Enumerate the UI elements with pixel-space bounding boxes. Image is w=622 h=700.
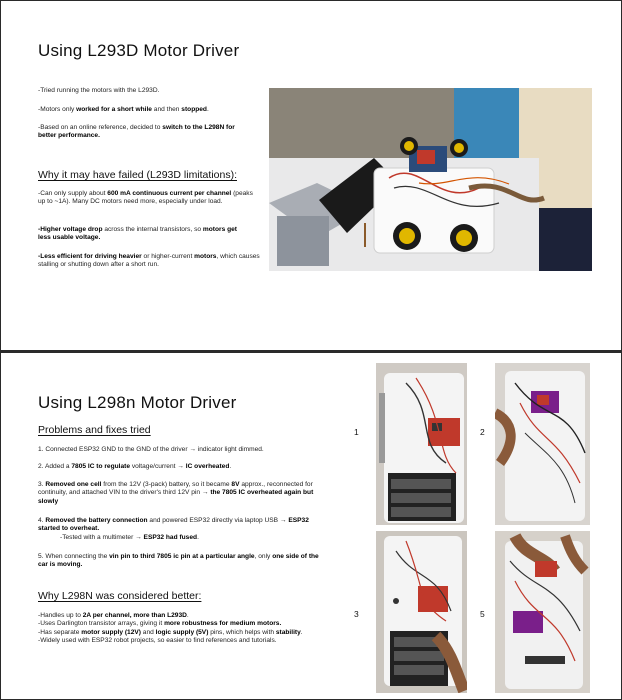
photo-label-3: 3: [354, 609, 359, 619]
step-text: 3. Removed one cell from the 12V (3-pack) battery, so it became 8V approx., reconnected for continuity, and attached VIN to the driver's third 12V pin → the 7805 IC overheated again but slowly: [38, 481, 314, 505]
bullet-text: -Motors only worked for a short while and then stopped.: [38, 106, 209, 113]
limitation-text: -Higher voltage drop across the internal transistors, so motors get less usable voltage.: [38, 226, 237, 242]
reason-text: -Handles up to 2A per channel, more than L293D. -Uses Darlington transistor arrays, giving it more robustness for medium motors. -Has separate motor supply (12V) and logic supply (5V) pins, which helps with stability. -Widely used with ESP32 robot projects, so easier to find references and tutorials.: [38, 612, 303, 645]
slide-l293d: [1, 1, 621, 350]
limitation-text: -Less efficient for driving heavier or higher-current motors, which causes stalling or shutting down after a short run.: [38, 253, 260, 269]
section-subtitle: Why it may have failed (L293D limitations):: [38, 169, 237, 181]
photo-label-1: 1: [354, 427, 359, 437]
wiring-photo-2: [495, 363, 590, 525]
wiring-photo-5: [495, 531, 590, 693]
section-subtitle: Why L298N was considered better:: [38, 590, 202, 602]
photo-label-2: 2: [480, 427, 485, 437]
robot-car-photo: [269, 88, 592, 271]
slide-title: Using L293D Motor Driver: [38, 41, 240, 60]
slide-title: Using L298n Motor Driver: [38, 393, 237, 412]
step-text: 5. When connecting the vin pin to third 7805 ic pin at a particular angle, only one side of the car is moving.: [38, 553, 319, 569]
photo-label-5: 5: [480, 609, 485, 619]
section-subtitle: Problems and fixes tried: [38, 424, 151, 436]
wiring-photo-1: [376, 363, 467, 525]
step-text: 2. Added a 7805 IC to regulate voltage/current → IC overheated.: [38, 463, 232, 470]
wiring-photo-3: [376, 531, 467, 693]
limitation-text: -Can only supply about 600 mA continuous current per channel (peaks up to ~1A). Many DC motors need more, especially under load.: [38, 190, 253, 206]
step-text: 1. Connected ESP32 GND to the GND of the driver → indicator light dimmed.: [38, 446, 264, 453]
bullet-text: -Tried running the motors with the L293D.: [38, 87, 160, 94]
bullet-text: -Based on an online reference, decided to switch to the L298N for better performance.: [38, 124, 235, 140]
slide-l298n: [1, 353, 621, 699]
step-text: 4. Removed the battery connection and powered ESP32 directly via laptop USB → ESP32 started to overheat. -Tested with a multimeter → ESP32 had fused.: [38, 517, 309, 541]
